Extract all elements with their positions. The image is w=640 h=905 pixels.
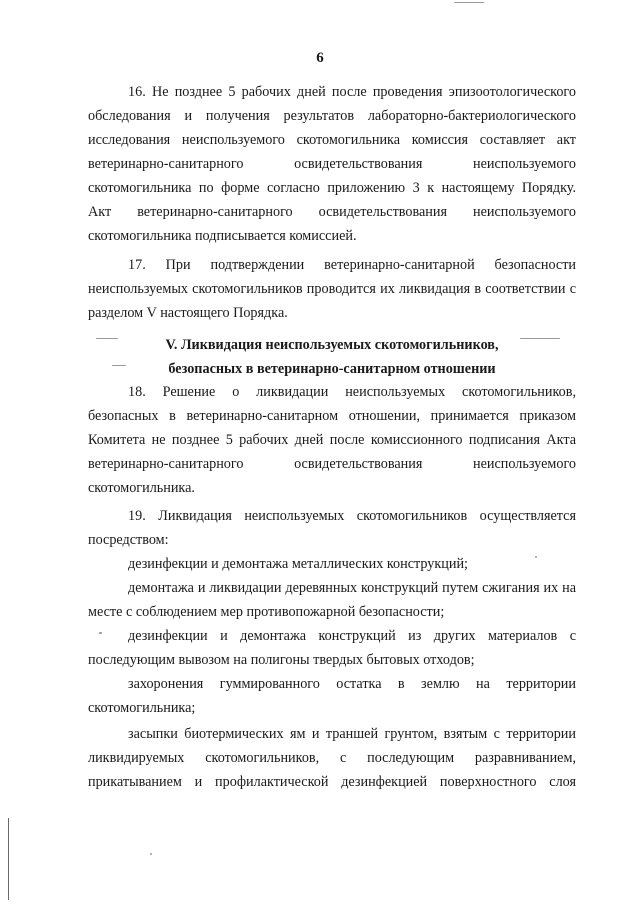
scan-speck (112, 365, 126, 366)
section-heading (88, 333, 576, 381)
paragraph-16 (88, 80, 576, 248)
text-line: обследования и получения результатов лабораторно-бактериологического (88, 108, 576, 124)
list-item (88, 672, 576, 720)
scan-edge-line (8, 818, 9, 900)
text-line: последующим вывозом на полигоны твердых бытовых отходов; (88, 652, 475, 668)
scan-speck (535, 556, 537, 558)
list-item (88, 552, 576, 576)
text-line: дезинфекции и демонтажа металлических конструкций; (128, 556, 468, 572)
paragraph-18 (88, 380, 576, 500)
list-item (88, 624, 576, 672)
text-line: Акт ветеринарно-санитарного освидетельствования неиспользуемого (88, 204, 576, 220)
paragraph-19 (88, 504, 576, 552)
scan-speck (99, 632, 102, 634)
text-line: ликвидируемых скотомогильников, с последующим разравниванием, (88, 750, 576, 766)
scan-speck (454, 2, 484, 3)
scan-speck (520, 338, 560, 339)
list-item (88, 722, 576, 794)
text-line: месте с соблюдением мер противопожарной безопасности; (88, 604, 445, 620)
scan-speck (150, 853, 152, 855)
section-heading-line: безопасных в ветеринарно-санитарном отношении (168, 361, 496, 377)
text-line: Комитета не позднее 5 рабочих дней после комиссионного подписания Акта (88, 432, 576, 448)
page-number: 6 (316, 50, 324, 66)
text-line: скотомогильника подписывается комиссией. (88, 228, 357, 244)
text-line: неиспользуемых скотомогильников проводится их ликвидация в соответствии с (88, 281, 576, 297)
scan-speck (96, 338, 118, 339)
text-line: захоронения гуммированного остатка в землю на территории (128, 676, 576, 692)
text-line: дезинфекции и демонтажа конструкций из других материалов с (128, 628, 576, 644)
text-line: 18. Решение о ликвидации неиспользуемых скотомогильников, (128, 384, 576, 400)
text-line: 19. Ликвидация неиспользуемых скотомогильников осуществляется (128, 508, 576, 524)
text-line: засыпки биотермических ям и траншей грунтом, взятым с территории (128, 726, 576, 742)
text-line: разделом V настоящего Порядка. (88, 305, 288, 321)
paragraph-17 (88, 253, 576, 325)
text-line: скотомогильника. (88, 480, 195, 496)
text-line: скотомогильника; (88, 700, 196, 716)
text-line: прикатыванием и профилактической дезинфекцией поверхностного слоя (88, 774, 576, 790)
text-line: скотомогильника по форме согласно приложению 3 к настоящему Порядку. (88, 180, 576, 196)
text-line: 16. Не позднее 5 рабочих дней после проведения эпизоотологического (128, 84, 576, 100)
text-line: демонтажа и ликвидации деревянных конструкций путем сжигания их на (128, 580, 576, 596)
text-line: 17. При подтверждении ветеринарно-санитарной безопасности (128, 257, 576, 273)
text-line: ветеринарно-санитарного освидетельствования неиспользуемого (88, 456, 576, 472)
list-item (88, 576, 576, 624)
text-line: безопасных в ветеринарно-санитарном отношении, принимается приказом (88, 408, 576, 424)
text-line: посредством: (88, 532, 169, 548)
text-line: ветеринарно-санитарного освидетельствования неиспользуемого (88, 156, 576, 172)
text-line: исследования неиспользуемого скотомогильника комиссия составляет акт (88, 132, 576, 148)
section-heading-line: V. Ликвидация неиспользуемых скотомогильников, (165, 337, 499, 353)
